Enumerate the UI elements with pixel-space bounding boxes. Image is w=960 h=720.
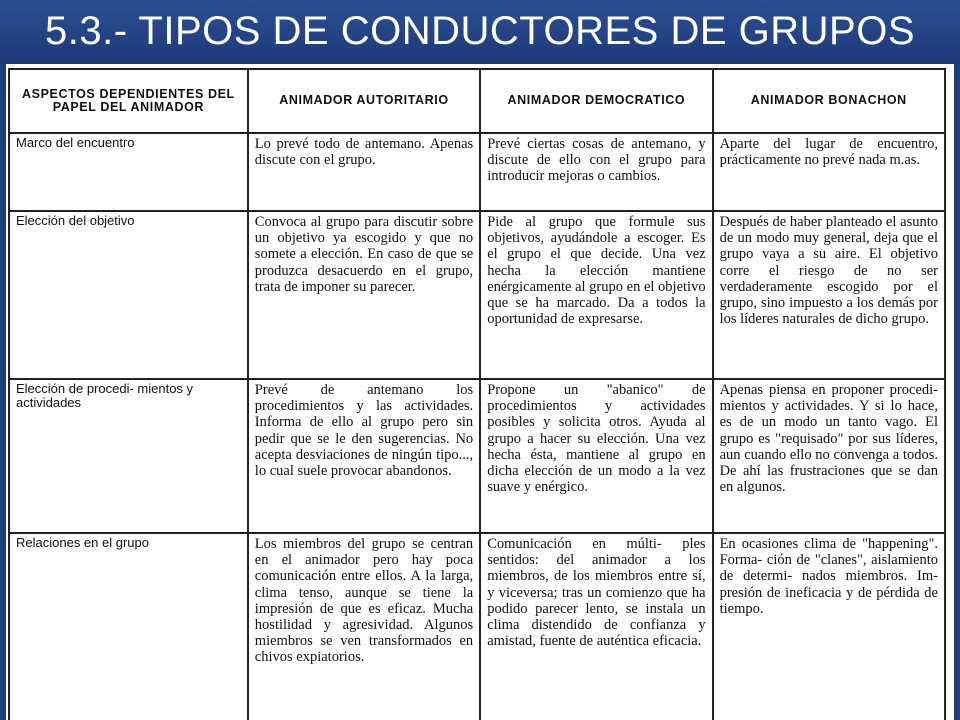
title-bar bbox=[0, 0, 960, 64]
header-autoritario: ANIMADOR AUTORITARIO bbox=[248, 69, 480, 133]
table-row bbox=[9, 379, 945, 533]
democratico-cell: Pide al grupo que formule sus objetivos, ayudándole a escoger. Es el grupo el que decide. Una vez hecha la elección mantiene enérgicamente al grupo en el objetivo que se ha marcado. Da a todos la oportunidad de expresarse. bbox=[480, 211, 712, 379]
autoritario-cell: Lo prevé todo de antemano. Apenas discute con el grupo. bbox=[248, 133, 480, 211]
aspect-cell: Elección del objetivo bbox=[9, 211, 248, 379]
scanned-page bbox=[6, 64, 954, 720]
aspect-cell: Elección de procedi- mientos y actividades bbox=[9, 379, 248, 533]
slide-title: 5.3.- TIPOS DE CONDUCTORES DE GRUPOS bbox=[44, 9, 915, 53]
header-aspects: ASPECTOS DEPENDIENTES DEL PAPEL DEL ANIMADOR bbox=[9, 69, 248, 133]
table-row bbox=[9, 211, 945, 379]
aspect-cell: Relaciones en el grupo bbox=[9, 533, 248, 720]
aspect-cell: Marco del encuentro bbox=[9, 133, 248, 211]
autoritario-cell: Convoca al grupo para discutir sobre un objetivo ya escogido y que no somete a elección. En caso de que se produzca desacuerdo en el grupo, trata de imponer su parecer. bbox=[248, 211, 480, 379]
autoritario-cell: Los miembros del grupo se centran en el animador pero hay poca comunicación entre ellos. A la larga, clima tenso, aunque se tiene la impresión de que es eficaz. Mucha hostilidad y agresividad. Algunos miembros se ven transformados en chivos expiatorios. bbox=[248, 533, 480, 720]
leader-types-table bbox=[8, 68, 946, 720]
table-row bbox=[9, 533, 945, 720]
table-row bbox=[9, 133, 945, 211]
bonachon-cell: Después de haber planteado el asunto de un modo muy general, deja que el grupo vaya a su aire. El objetivo corre el riesgo de no ser verdaderamente escogido por el grupo, sino impuesto a los demás por los líderes naturales de dicho grupo. bbox=[713, 211, 945, 379]
bonachon-cell: En ocasiones clima de "happening". Forma- ción de "clanes", aislamiento de determi- nados miembros. Im- presión de ineficacia y de pérdida de tiempo. bbox=[713, 533, 945, 720]
autoritario-cell: Prevé de antemano los procedimientos y las actividades. Informa de ello al grupo pero sin pedir que se le den sugerencias. No acepta desviaciones de ningún tipo..., lo cual suele provocar abandonos. bbox=[248, 379, 480, 533]
democratico-cell: Propone un "abanico" de procedimientos y actividades posibles y solicita otros. Ayuda al grupo a hacer su elección. Una vez hecha ésta, mantiene al grupo en dicha elección de un modo a la vez suave y enérgico. bbox=[480, 379, 712, 533]
header-democratico: ANIMADOR DEMOCRATICO bbox=[480, 69, 712, 133]
bonachon-cell: Apenas piensa en proponer procedi- mientos y actividades. Y si lo hace, es de un modo un tanto vago. El grupo es "requisado" por sus líderes, aun cuando ello no convenga a todos. De ahí las frustraciones que se dan en algunos. bbox=[713, 379, 945, 533]
header-bonachon: ANIMADOR BONACHON bbox=[713, 69, 945, 133]
democratico-cell: Comunicación en múlti- ples sentidos: del animador a los miembros, de los miembros entre sí, y viceversa; tras un comienzo que ha podido parecer lento, se instala un clima distendido de confianza y amistad, fuente de auténtica eficacia. bbox=[480, 533, 712, 720]
bonachon-cell: Aparte del lugar de encuentro, prácticamente no prevé nada m.as. bbox=[713, 133, 945, 211]
header-row bbox=[9, 69, 945, 133]
democratico-cell: Prevé ciertas cosas de antemano, y discute de ello con el grupo para introducir mejoras o cambios. bbox=[480, 133, 712, 211]
